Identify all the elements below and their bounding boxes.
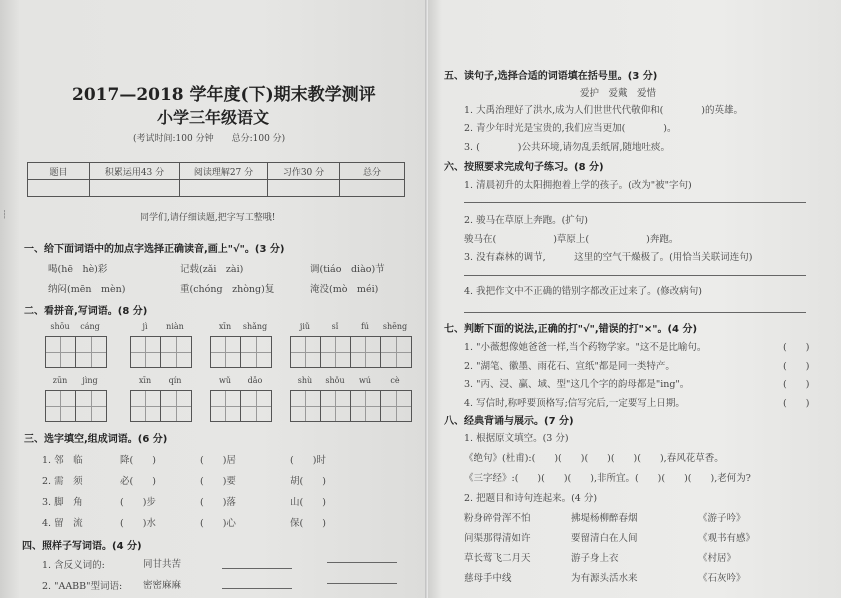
pinyin: wú	[359, 376, 371, 385]
character-box[interactable]	[161, 337, 191, 367]
pinyin-label	[45, 376, 105, 385]
pinyin-label	[130, 322, 190, 331]
s1-item: 记载(zǎi zài)	[180, 264, 244, 275]
character-box[interactable]	[131, 337, 161, 367]
writing-grid	[290, 336, 412, 368]
pinyin-label	[45, 322, 105, 331]
s3-choices: 3. 脚 角	[42, 497, 83, 508]
score-cell[interactable]	[90, 180, 180, 197]
pinyin: jiǔ	[299, 322, 311, 331]
character-box[interactable]	[241, 391, 271, 421]
writing-grid	[210, 390, 272, 422]
poem-title[interactable]: 《观书有感》	[698, 533, 756, 544]
judgement-blank[interactable]: ( )	[783, 379, 810, 390]
judgement-blank[interactable]: ( )	[783, 360, 810, 372]
s3-blank[interactable]: ( )落	[200, 497, 236, 508]
pinyin: dǎo	[247, 376, 263, 385]
s3-blank[interactable]: ( )时	[290, 455, 326, 466]
pinyin: jìng	[82, 376, 98, 385]
character-box[interactable]	[291, 337, 321, 367]
answer-line[interactable]	[464, 312, 806, 313]
section-7-title: 七、判断下面的说法,正确的打"√",错误的打"×"。(4 分)	[444, 324, 698, 335]
score-header: 题目	[28, 163, 90, 180]
character-box[interactable]	[321, 391, 351, 421]
binding-margin: ┆	[2, 210, 7, 219]
score-header: 习作30 分	[268, 163, 340, 180]
s6-item: 骏马在( )草原上( )奔跑。	[464, 234, 679, 245]
pinyin: sǐ	[331, 322, 339, 331]
s7-item: 2. "湖笔、徽墨、雨花石、宣纸"都是同一类特产。	[464, 360, 675, 372]
poem-line[interactable]: 要留清白在人间	[571, 533, 638, 544]
s3-blank[interactable]: 胡( )	[290, 476, 326, 487]
judgement-blank[interactable]: ( )	[783, 397, 810, 409]
character-box[interactable]	[76, 337, 106, 367]
writing-grid	[130, 390, 192, 422]
character-box[interactable]	[46, 391, 76, 421]
s6-item: 2. 骏马在草原上奔跑。(扩句)	[464, 215, 588, 226]
score-cell[interactable]	[340, 180, 405, 197]
s3-blank[interactable]: 降( )	[120, 455, 156, 466]
poem-line[interactable]: 问渠那得清如许	[464, 533, 531, 544]
s8-fill: 《绝句》(杜甫):( )( )( )( )( ),春风花草香。	[464, 453, 724, 464]
section-3-title: 三、选字填空,组成词语。(6 分)	[24, 434, 168, 445]
s3-blank[interactable]: ( )要	[200, 476, 236, 487]
poem-line[interactable]: 慈母手中线	[464, 573, 512, 584]
poem-title[interactable]: 《村居》	[698, 553, 737, 564]
character-box[interactable]	[351, 391, 381, 421]
s3-choices: 2. 需 须	[42, 476, 83, 487]
judgement-blank[interactable]: ( )	[783, 342, 810, 353]
score-header: 总分	[340, 163, 405, 180]
s1-item: 重(chóng zhòng)复	[180, 284, 275, 295]
s6-item: 4. 我把作文中不正确的错别字都改正过来了。(修改病句)	[464, 286, 702, 297]
section-4-title: 四、照样子写词语。(4 分)	[22, 541, 142, 552]
character-box[interactable]	[381, 391, 411, 421]
s7-item: 3. "丙、浸、赢、域、型"这几个字的韵母都是"ing"。	[464, 379, 690, 390]
poem-line[interactable]: 粉身碎骨浑不怕	[464, 513, 531, 524]
pinyin: shǒu	[325, 376, 345, 385]
pinyin: xīn	[138, 376, 152, 385]
section-2-title: 二、看拼音,写词语。(8 分)	[24, 306, 148, 317]
poem-line[interactable]: 游子身上衣	[571, 553, 619, 564]
score-header: 积累运用43 分	[90, 163, 180, 180]
score-cell[interactable]	[180, 180, 268, 197]
score-table	[27, 162, 405, 197]
s5-item: 2. 青少年时光是宝贵的,我们应当更加( )。	[464, 123, 677, 134]
pinyin-label	[210, 322, 270, 331]
pinyin: niàn	[166, 322, 184, 331]
poem-title[interactable]: 《石灰吟》	[698, 573, 746, 584]
pinyin: xīn	[218, 322, 232, 331]
pinyin: shōu	[50, 322, 70, 331]
s5-item: 3. ( )公共环境,请勿乱丢纸屑,随地吐痰。	[464, 142, 671, 153]
score-cell[interactable]	[268, 180, 340, 197]
pinyin-label	[290, 322, 410, 331]
s8-sub: 2. 把题目和诗句连起来。(4 分)	[464, 493, 598, 504]
writing-grid	[45, 390, 107, 422]
character-box[interactable]	[321, 337, 351, 367]
s1-item: 喝(hē hè)彩	[48, 264, 108, 275]
poem-line[interactable]: 为有源头活水来	[571, 573, 638, 584]
s1-item: 调(tiáo diào)节	[310, 264, 385, 275]
right-page	[428, 0, 841, 598]
pinyin: shēng	[382, 322, 408, 331]
pinyin: cáng	[80, 322, 100, 331]
exam-subtitle: 小学三年级语文	[157, 108, 270, 127]
s4-label: 1. 含反义词的:	[42, 560, 105, 571]
answer-line[interactable]	[222, 568, 292, 569]
answer-line[interactable]	[327, 562, 397, 563]
character-box[interactable]	[351, 337, 381, 367]
s5-word-bank: 爱护 爱戴 爱惜	[580, 88, 657, 99]
poem-line[interactable]: 草长莺飞二月天	[464, 553, 531, 564]
notice: 同学们,请仔细读题,把字写工整哦!	[140, 213, 276, 223]
s3-blank[interactable]: ( )心	[200, 518, 236, 529]
writing-grid	[130, 336, 192, 368]
pinyin: cè	[390, 376, 400, 385]
s3-blank[interactable]: ( )居	[200, 455, 236, 466]
poem-title[interactable]: 《游子吟》	[698, 513, 746, 524]
character-box[interactable]	[211, 337, 241, 367]
writing-grid	[45, 336, 107, 368]
s7-item: 1. "小薇想像她爸爸一样,当个药物学家。"这不是比喻句。	[464, 342, 707, 353]
s3-blank[interactable]: ( )水	[120, 518, 156, 529]
pinyin-label	[290, 376, 410, 385]
section-5-title: 五、读句子,选择合适的词语填在括号里。(3 分)	[444, 71, 658, 82]
character-box[interactable]	[46, 337, 76, 367]
s6-item: 3. 没有森林的调节, 这里的空气干燥极了。(用恰当关联词连句)	[464, 252, 753, 263]
score-cell[interactable]	[28, 180, 90, 197]
answer-line[interactable]	[327, 583, 397, 584]
s3-choices: 1. 邻 临	[42, 455, 83, 466]
exam-info: (考试时间:100 分钟 总分:100 分)	[133, 134, 286, 144]
pinyin-label	[210, 376, 270, 385]
character-box[interactable]	[381, 337, 411, 367]
pinyin: jì	[142, 322, 148, 331]
answer-line[interactable]	[464, 202, 806, 203]
poem-line[interactable]: 拂堤杨柳醉春烟	[571, 513, 638, 524]
score-header: 阅读理解27 分	[180, 163, 268, 180]
s3-blank[interactable]: 保( )	[290, 518, 326, 529]
character-box[interactable]	[291, 391, 321, 421]
section-6-title: 六、按照要求完成句子练习。(8 分)	[444, 162, 604, 173]
pinyin-label	[130, 376, 190, 385]
s1-item: 淹没(mò méi)	[310, 284, 379, 295]
s3-blank[interactable]: ( )步	[120, 497, 156, 508]
exam-title: 2017—2018 学年度(下)期末教学测评	[72, 85, 376, 105]
pinyin: zūn	[52, 376, 68, 385]
character-box[interactable]	[76, 391, 106, 421]
s1-item: 纳闷(mēn mèn)	[48, 284, 126, 295]
s3-blank[interactable]: 山( )	[290, 497, 326, 508]
pinyin: wǔ	[219, 376, 231, 385]
s4-example: 密密麻麻	[143, 580, 182, 591]
pinyin: qín	[168, 376, 182, 385]
pinyin: fú	[360, 322, 370, 331]
character-box[interactable]	[131, 391, 161, 421]
s5-item: 1. 大禹治理好了洪水,成为人们世世代代敬仰和( )的英雄。	[464, 105, 744, 116]
s6-item: 1. 清晨初升的太阳拥抱着上学的孩子。(改为"被"字句)	[464, 180, 692, 191]
character-box[interactable]	[161, 391, 191, 421]
answer-line[interactable]	[222, 588, 292, 589]
s3-choices: 4. 留 流	[42, 518, 83, 529]
writing-grid	[210, 336, 272, 368]
character-box[interactable]	[241, 337, 271, 367]
s4-label: 2. "AABB"型词语:	[42, 581, 123, 592]
pinyin: shù	[297, 376, 313, 385]
writing-grid	[290, 390, 412, 422]
s4-example: 同甘共苦	[143, 559, 182, 570]
section-8-title: 八、经典背诵与展示。(7 分)	[444, 416, 574, 427]
pinyin: shǎng	[242, 322, 268, 331]
s8-sub: 1. 根据原文填空。(3 分)	[464, 433, 569, 444]
s8-fill: 《三字经》:( )( )( ),非所宜。( )( )( ),老何为?	[464, 473, 751, 484]
s3-blank[interactable]: 必( )	[120, 476, 156, 487]
answer-line[interactable]	[464, 275, 806, 276]
character-box[interactable]	[211, 391, 241, 421]
s7-item: 4. 写信时,称呼要顶格写;信写完后,一定要写上日期。	[464, 397, 685, 409]
section-1-title: 一、给下面词语中的加点字选择正确读音,画上"√"。(3 分)	[24, 244, 285, 255]
